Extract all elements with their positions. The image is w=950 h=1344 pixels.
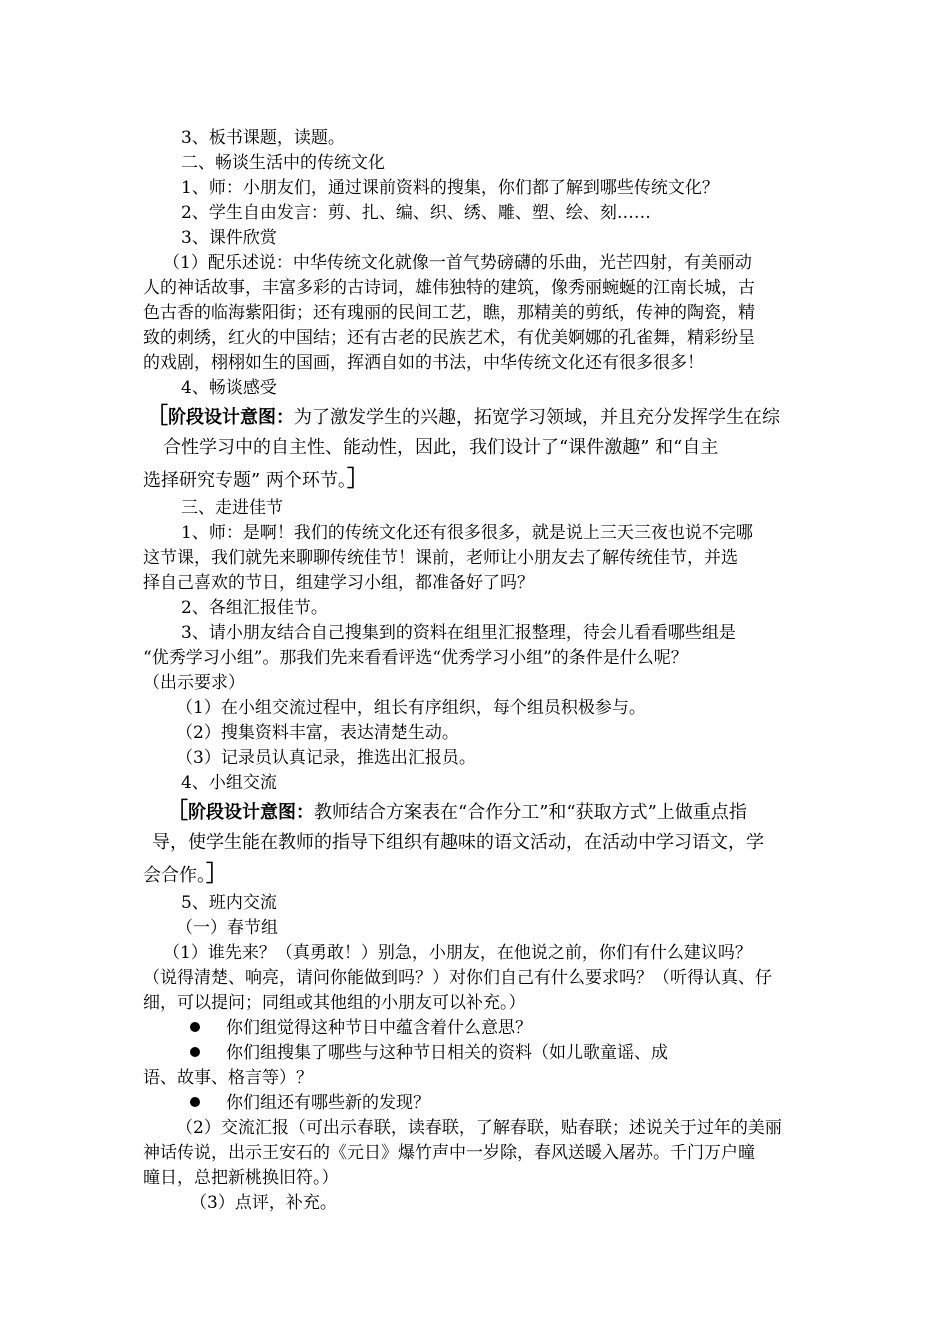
- text-line: 择自己喜欢的节日，组建学习小组，都准备好了吗？: [143, 573, 534, 593]
- note-text: 为了激发学生的兴趣，拓宽学习领域，并且充分发挥学生在综: [294, 407, 781, 428]
- note-text: 合性学习中的自主性、能动性，因此，我们设计了“课件激趣” 和“自主: [163, 437, 719, 458]
- text-line: （出示要求）: [143, 673, 245, 693]
- text-line: 3、板书课题，读题。: [181, 128, 345, 148]
- text-line: 3、请小朋友结合自己搜集到的资料在组里汇报整理，待会儿看看哪些组是: [181, 623, 736, 643]
- text-line: 4、畅谈感受: [181, 378, 277, 398]
- bullet-icon: [190, 1022, 200, 1032]
- text-line: （1）在小组交流过程中，组长有序组织，每个组员积极参与。: [176, 698, 646, 718]
- note-text: 导，使学生能在教师的指导下组织有趣味的语文活动，在活动中学习语文，学: [152, 832, 764, 853]
- text-line: “优秀学习小组”。那我们先来看看评选“优秀学习小组”的条件是什么呢？: [143, 648, 688, 668]
- colon: ：: [296, 802, 315, 823]
- design-intent-label: 阶段设计意图: [168, 407, 277, 428]
- colon: ：: [276, 407, 295, 428]
- design-intent-note: [166, 799, 747, 825]
- bullet-item: 你们组觉得这种节日中蕴含着什么意思？: [190, 1016, 532, 1040]
- note-text: 会合作。: [143, 865, 206, 886]
- text-line: 人的神话故事，丰富多彩的古诗词，雄伟独特的建筑，像秀丽蜿蜒的江南长城，古: [143, 278, 755, 298]
- text-line: （1）配乐述说：中华传统文化就像一首气势磅礴的乐曲，光芒四射，有美丽动: [163, 253, 752, 273]
- text-line: 语、故事、格言等）？: [143, 1068, 313, 1088]
- text-line: 神话传说，出示王安石的《元日》爆竹声中一岁除，春风送暖入屠苏。千门万户曈: [143, 1143, 755, 1163]
- text-line: （2）搜集资料丰富，表达清楚生动。: [176, 723, 459, 743]
- section-heading: 三、走进佳节: [181, 498, 283, 518]
- text-line: （2）交流汇报（可出示春联，读春联，了解春联，贴春联；述说关于过年的美丽: [176, 1118, 782, 1138]
- text-line: （说得清楚、响亮，请问你能做到吗？）对你们自己有什么要求吗？（听得认真、仔: [143, 968, 772, 988]
- text-line: 5、班内交流: [181, 893, 277, 913]
- bullet-icon: [190, 1097, 200, 1107]
- text-line: 色古香的临海紫阳街；还有瑰丽的民间工艺，瞧，那精美的剪纸，传神的陶瓷，精: [143, 303, 755, 323]
- bracket-open: ［: [166, 798, 189, 824]
- bracket-open: ［: [146, 403, 169, 429]
- design-intent-note-end: [143, 467, 369, 493]
- note-text: 教师结合方案表在“合作分工”和“获取方式”上做重点指: [314, 802, 747, 823]
- bracket-close: ］: [346, 466, 369, 492]
- bullet-item: 你们组还有哪些新的发现？: [190, 1091, 430, 1115]
- design-intent-note: [146, 404, 780, 430]
- text-line: 4、小组交流: [181, 773, 277, 793]
- text-line: 2、各组汇报佳节。: [181, 598, 328, 618]
- text-line: 3、课件欣赏: [181, 228, 277, 248]
- text-line: 1、师：是啊！我们的传统文化还有很多很多，就是说上三天三夜也说不完哪: [181, 523, 753, 543]
- text-line: 1、师：小朋友们，通过课前资料的搜集，你们都了解到哪些传统文化？: [181, 178, 719, 198]
- bullet-icon: [190, 1047, 200, 1057]
- text-line: （3）记录员认真记录，推选出汇报员。: [176, 748, 476, 768]
- text-line: 这节课，我们就先来聊聊传统佳节！课前，老师让小朋友去了解传统佳节，并选: [143, 548, 738, 568]
- design-intent-label: 阶段设计意图: [188, 802, 297, 823]
- text-line: 2、学生自由发言：剪、扎、编、织、绣、雕、塑、绘、刻……: [181, 203, 651, 223]
- bracket-close: ］: [206, 861, 229, 887]
- text-line: 曈日，总把新桃换旧符。）: [143, 1168, 339, 1188]
- text-line: 致的刺绣，红火的中国结；还有古老的民族艺术，有优美婀娜的孔雀舞，精彩纷呈: [143, 328, 755, 348]
- section-heading: 二、畅谈生活中的传统文化: [181, 153, 385, 173]
- text-line: （1）谁先来？（真勇敢！）别急，小朋友，在他说之前，你们有什么建议吗？: [163, 943, 752, 963]
- text-line: 的戏剧，栩栩如生的国画，挥洒自如的书法，中华传统文化还有很多很多！: [143, 353, 704, 373]
- text-line: （3）点评，补充。: [190, 1193, 337, 1213]
- bullet-item: 你们组搜集了哪些与这种节日相关的资料（如儿歌童谣、成: [190, 1041, 668, 1065]
- section-heading: （一）春节组: [176, 918, 278, 938]
- text-line: 细，可以提问；同组或其他组的小朋友可以补充。）: [143, 993, 526, 1013]
- note-text: 选择研究专题” 两个环节。: [143, 470, 347, 491]
- design-intent-note-end: [143, 862, 228, 888]
